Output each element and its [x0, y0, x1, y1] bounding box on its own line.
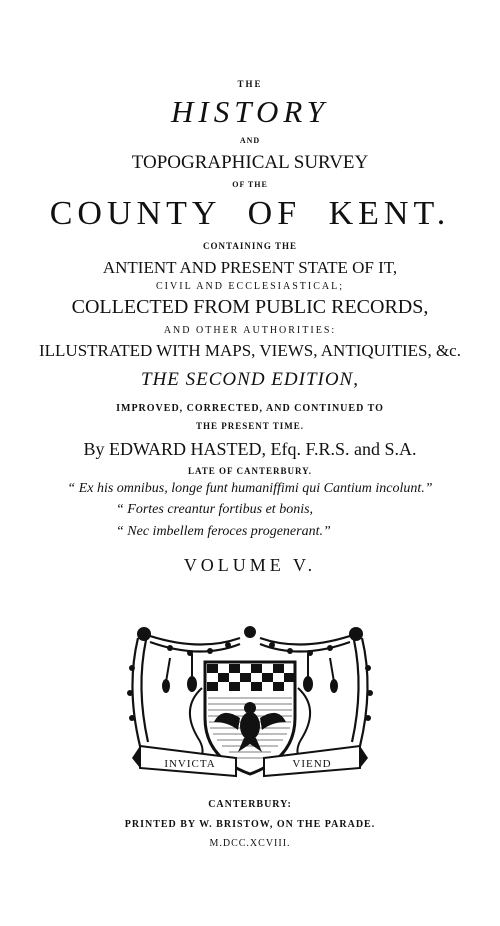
printer-line: PRINTED BY W. BRISTOW, ON THE PARADE.: [124, 819, 376, 830]
authorities-line: AND OTHER AUTHORITIES:: [163, 325, 337, 336]
present-time-line: THE PRESENT TIME.: [196, 421, 304, 431]
survey-heading: TOPOGRAPHICAL SURVEY: [131, 152, 369, 173]
antient-state-line: ANTIENT AND PRESENT STATE OF IT,: [102, 258, 398, 277]
motto-line-3: “ Nec imbellem feroces progenerant.”: [116, 524, 331, 539]
motto-line-1: “ Ex his omnibus, longe funt humaniffimi qui Cantium incolunt.”: [67, 481, 433, 496]
edition-line: THE SECOND EDITION,: [141, 369, 359, 390]
author-line: By EDWARD HASTED, Efq. F.R.S. and S.A.: [83, 439, 417, 459]
and-line: AND: [239, 136, 261, 145]
motto-line-2: “ Fortes creantur fortibus et bonis,: [116, 502, 314, 517]
late-of-line: LATE OF CANTERBURY.: [187, 466, 313, 476]
year-line: M.DCC.XCVIII.: [209, 838, 291, 849]
county-heading: COUNTY OF KENT.: [49, 195, 451, 232]
coat-of-arms-icon: [110, 618, 390, 788]
place-line: CANTERBURY:: [208, 799, 292, 810]
illustrated-line: ILLUSTRATED WITH MAPS, VIEWS, ANTIQUITIES, &c.: [39, 341, 461, 360]
containing-line: CONTAINING THE: [203, 241, 297, 251]
volume-line: VOLUME V.: [183, 555, 317, 575]
collected-line: COLLECTED FROM PUBLIC RECORDS,: [71, 296, 429, 318]
banner-left-text: INVICTA: [164, 758, 216, 770]
the-line: THE: [237, 79, 263, 89]
improved-line: IMPROVED, CORRECTED, AND CONTINUED TO: [116, 403, 384, 414]
of-the-line: OF THE: [232, 180, 268, 189]
banner-right-text: VIEND: [292, 758, 332, 770]
civil-line: CIVIL AND ECCLESIASTICAL;: [156, 281, 344, 292]
history-heading: HISTORY: [171, 94, 329, 129]
